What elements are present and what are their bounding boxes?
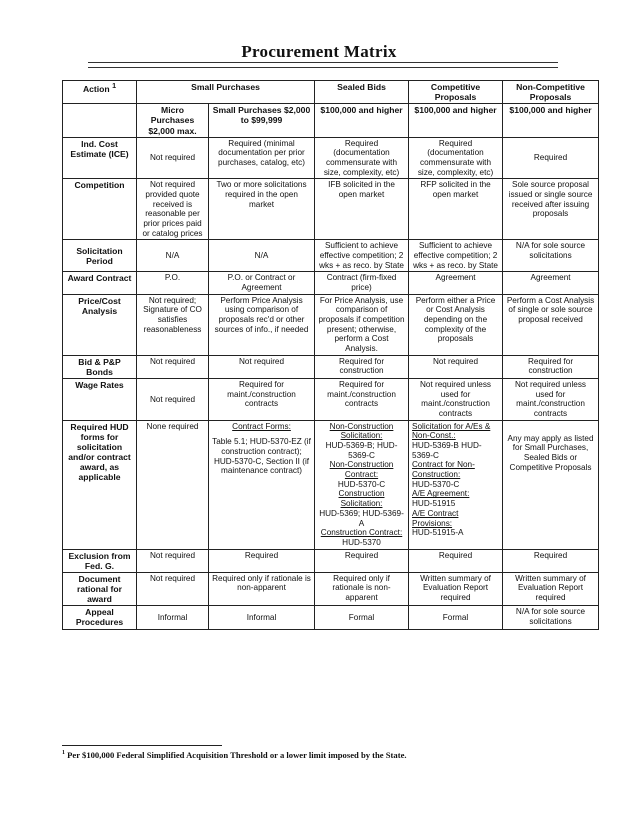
- row-label: Price/Cost Analysis: [63, 294, 137, 355]
- cell-micro: Not required; Signature of CO satisfies reasonableness: [137, 294, 209, 355]
- row-ice: [63, 137, 599, 179]
- row-label: Award Contract: [63, 272, 137, 294]
- page-title: Procurement Matrix: [241, 42, 397, 61]
- form-heading: Construction Solicitation:: [338, 489, 385, 509]
- form-list: HUD-51915-A: [412, 528, 464, 538]
- subheader-row: [63, 104, 599, 137]
- form-heading: Solicitation for A/Es & Non-Const.:: [412, 421, 491, 441]
- row-exclusion: [63, 549, 599, 572]
- cell-sealed: Required only if rationale is non-apparent: [315, 572, 409, 605]
- contract-forms-link: Contract Forms:: [232, 421, 291, 431]
- footnote-text: Per $100,000 Federal Simplified Acquisition Threshold or a lower limit imposed by the State.: [67, 750, 407, 760]
- cell-sealed: Required for maint./construction contracts: [315, 379, 409, 421]
- cell-competitive: Sufficient to achieve effective competition; 2 wks + as reco. by State: [409, 240, 503, 272]
- row-label: Solicitation Period: [63, 240, 137, 272]
- cell-competitive: Not required: [409, 355, 503, 378]
- cell-micro: Not required: [137, 379, 209, 421]
- form-heading: Contract for Non-Construction:: [412, 460, 475, 480]
- form-heading: Construction Contract:: [320, 528, 403, 538]
- subheader-competitive-range: $100,000 and higher: [409, 104, 503, 137]
- footnote: [62, 750, 602, 760]
- subheader-noncompetitive-range: $100,000 and higher: [503, 104, 599, 137]
- cell-competitive: RFP solicited in the open market: [409, 179, 503, 240]
- form-list: HUD-5370: [342, 537, 381, 547]
- form-list: HUD-5370-C: [412, 479, 460, 489]
- row-rational: [63, 572, 599, 605]
- form-list: HUD-5370-C: [337, 479, 386, 489]
- cell-micro: Not required: [137, 355, 209, 378]
- cell-competitive: Formal: [409, 606, 503, 629]
- row-award: [63, 272, 599, 294]
- cell-competitive: [409, 420, 503, 549]
- form-heading: A/E Agreement:: [412, 489, 470, 499]
- header-row: [63, 81, 599, 104]
- cell-noncompetitive: Required: [503, 137, 599, 179]
- header-action: Action $^1$: [63, 81, 137, 104]
- row-label: Wage Rates: [63, 379, 137, 421]
- row-price: [63, 294, 599, 355]
- cell-small: Required only if rationale is non-apparent: [209, 572, 315, 605]
- cell-micro: Not required: [137, 137, 209, 179]
- cell-micro: Informal: [137, 606, 209, 629]
- cell-noncompetitive: [503, 420, 599, 549]
- form-heading: A/E Contract Provisions:: [412, 508, 459, 528]
- row-label: Required HUD forms for solicitation and/or contract award, as applicable: [63, 420, 137, 549]
- cell-micro: Not required provided quote received is reasonable per prior prices paid or catalog prices: [137, 179, 209, 240]
- cell-noncompetitive: Not required unless used for maint./construction contracts: [503, 379, 599, 421]
- cell-competitive: Required: [409, 549, 503, 572]
- cell-sealed: [315, 420, 409, 549]
- cell-competitive: Agreement: [409, 272, 503, 294]
- cell-noncompetitive: Required for construction: [503, 355, 599, 378]
- cell-micro: None required: [137, 420, 209, 549]
- row-bonds: [63, 355, 599, 378]
- cell-competitive: Required (documentation commensurate with size, complexity, etc): [409, 137, 503, 179]
- cell-noncompetitive: Written summary of Evaluation Report required: [503, 572, 599, 605]
- cell-small: N/A: [209, 240, 315, 272]
- cell-sealed: Sufficient to achieve effective competition; 2 wks + as reco. by State: [315, 240, 409, 272]
- cell-competitive: Perform either a Price or Cost Analysis depending on the complexity of the proposals: [409, 294, 503, 355]
- form-list: HUD-5369-B HUD-5369-C: [412, 441, 482, 460]
- header-sealed-bids: Sealed Bids: [315, 81, 409, 104]
- cell-small: Informal: [209, 606, 315, 629]
- row-competition: [63, 179, 599, 240]
- row-label: Document rational for award: [63, 572, 137, 605]
- title-rule: [88, 62, 558, 68]
- row-solicitation: [63, 240, 599, 272]
- row-appeal: [63, 606, 599, 629]
- cell-micro: N/A: [137, 240, 209, 272]
- cell-small: Two or more solicitations required in the open market: [209, 179, 315, 240]
- cell-small: Perform Price Analysis using comparison of proposals rec'd or other sources of info., if needed: [209, 294, 315, 355]
- cell-micro: Not required: [137, 549, 209, 572]
- cell-small: P.O. or Contract or Agreement: [209, 272, 315, 294]
- subheader-small: Small Purchases $2,000 to $99,999: [209, 104, 315, 137]
- cell-sealed: IFB solicited in the open market: [315, 179, 409, 240]
- row-forms: [63, 420, 599, 549]
- cell-noncompetitive: Required: [503, 549, 599, 572]
- cell-competitive: Not required unless used for maint./construction contracts: [409, 379, 503, 421]
- form-list: HUD-51915: [412, 499, 456, 509]
- header-competitive-proposals: Competitive Proposals: [409, 81, 503, 104]
- cell-sealed: For Price Analysis, use comparison of proposals if competition present; otherwise, perform a Cost Analysis.: [315, 294, 409, 355]
- cell-competitive: Written summary of Evaluation Report required: [409, 572, 503, 605]
- header-small-purchases: Small Purchases: [137, 81, 315, 104]
- row-wage: [63, 379, 599, 421]
- cell-sealed: Required (documentation commensurate with size, complexity, etc): [315, 137, 409, 179]
- cell-noncompetitive: N/A for sole source solicitations: [503, 606, 599, 629]
- row-label: Appeal Procedures: [63, 606, 137, 629]
- cell-sealed: Formal: [315, 606, 409, 629]
- cell-small: [209, 420, 315, 549]
- subheader-empty: [63, 104, 137, 137]
- footnote-rule: [62, 745, 222, 746]
- form-list: HUD-5369; HUD-5369-A: [319, 508, 404, 528]
- subheader-micro: Micro Purchases $2,000 max.: [137, 104, 209, 137]
- footnote-marker: 1: [62, 750, 65, 757]
- cell-sealed: Required: [315, 549, 409, 572]
- procurement-matrix-table: [62, 80, 599, 630]
- cell-small: Required (minimal documentation per prior purchases, catalog, etc): [209, 137, 315, 179]
- contract-forms-list: Table 5.1; HUD-5370-EZ (if construction contract); HUD-5370-C, Section II (if maintenance contract): [212, 437, 311, 476]
- subheader-sealed-range: $100,000 and higher: [315, 104, 409, 137]
- cell-noncompetitive: Perform a Cost Analysis of single or sole source proposal received: [503, 294, 599, 355]
- cell-noncompetitive: Sole source proposal issued or single source received after issuing proposals: [503, 179, 599, 240]
- cell-noncompetitive: Agreement: [503, 272, 599, 294]
- cell-sealed: Contract (firm-fixed price): [315, 272, 409, 294]
- form-heading: Non-Construction Contract:: [329, 460, 394, 480]
- cell-sealed: Required for construction: [315, 355, 409, 378]
- row-label: Ind. Cost Estimate (ICE): [63, 137, 137, 179]
- row-label: Competition: [63, 179, 137, 240]
- cell-micro: Not required: [137, 572, 209, 605]
- row-label: Bid & P&P Bonds: [63, 355, 137, 378]
- cell-noncompetitive: N/A for sole source solicitations: [503, 240, 599, 272]
- cell-micro: P.O.: [137, 272, 209, 294]
- header-noncompetitive-proposals: Non-Competitive Proposals: [503, 81, 599, 104]
- cell-small: Not required: [209, 355, 315, 378]
- row-label: Exclusion from Fed. G.: [63, 549, 137, 572]
- cell-small: Required: [209, 549, 315, 572]
- cell-small: Required for maint./construction contracts: [209, 379, 315, 421]
- form-list: HUD-5369-B; HUD-5369-C: [325, 441, 398, 460]
- form-heading: Non-Construction Solicitation:: [329, 421, 394, 441]
- form-note: Any may apply as listed for Small Purchases, Sealed Bids or Competitive Proposals: [507, 433, 594, 472]
